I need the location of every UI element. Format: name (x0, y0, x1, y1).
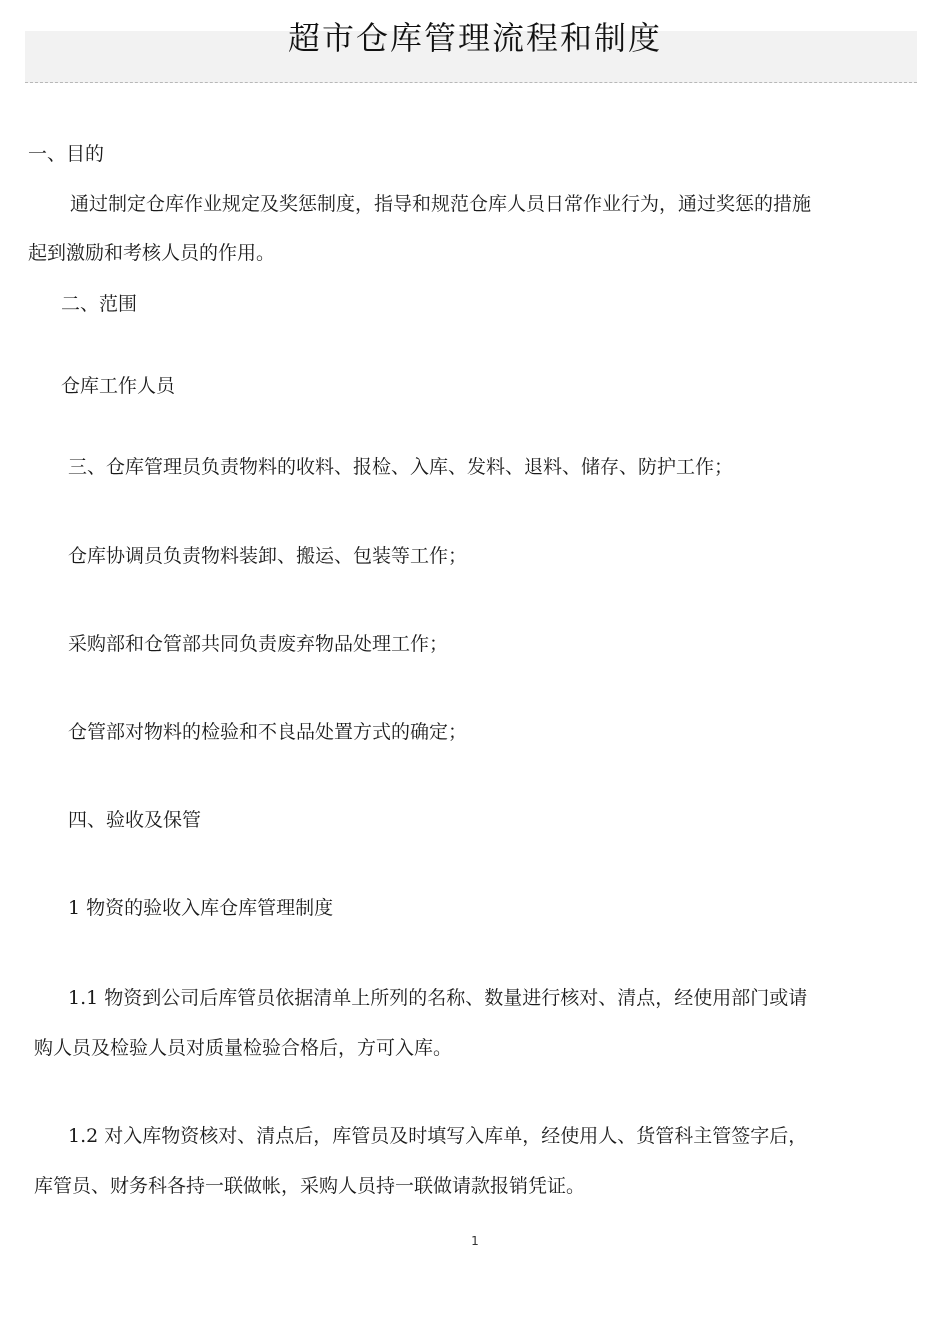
scope-text: 仓库工作人员 (61, 375, 176, 397)
section-three-line: 三、仓库管理员负责物料的收料、报检、入库、发料、退料、储存、防护工作； (68, 456, 734, 478)
responsibility-inspection: 仓管部对物料的检验和不良品处置方式的确定； (68, 721, 468, 743)
purpose-paragraph-line-2: 起到激励和考核人员的作用。 (28, 242, 276, 264)
document-title: 超市仓库管理流程和制度 (287, 19, 662, 57)
responsibility-coordinator: 仓库协调员负责物料装卸、搬运、包装等工作； (68, 545, 468, 567)
item-1-2-line-2: 库管员、财务科各持一联做帐，采购人员持一联做请款报销凭证。 (34, 1175, 586, 1197)
page-number: 1 (471, 1234, 479, 1248)
item-1-1-line-2: 购人员及检验人员对质量检验合格后，方可入库。 (34, 1037, 453, 1059)
section-four-heading: 四、验收及保管 (68, 809, 202, 831)
responsibility-purchasing: 采购部和仓管部共同负责废弃物品处理工作； (68, 633, 449, 655)
section-scope-heading: 二、范围 (61, 293, 138, 315)
subsection-1-heading: 1 物资的验收入库仓库管理制度 (68, 897, 334, 919)
purpose-paragraph-line-1: 通过制定仓库作业规定及奖惩制度，指导和规范仓库人员日常作业行为，通过奖惩的措施 (70, 193, 812, 215)
item-1-2-line-1: 1.2 对入库物资核对、清点后，库管员及时填写入库单，经使用人、货管科主管签字后， (68, 1125, 808, 1147)
section-purpose-heading: 一、目的 (28, 143, 105, 165)
item-1-1-line-1: 1.1 物资到公司后库管员依据清单上所列的名称、数量进行核对、清点，经使用部门或请 (68, 987, 808, 1009)
